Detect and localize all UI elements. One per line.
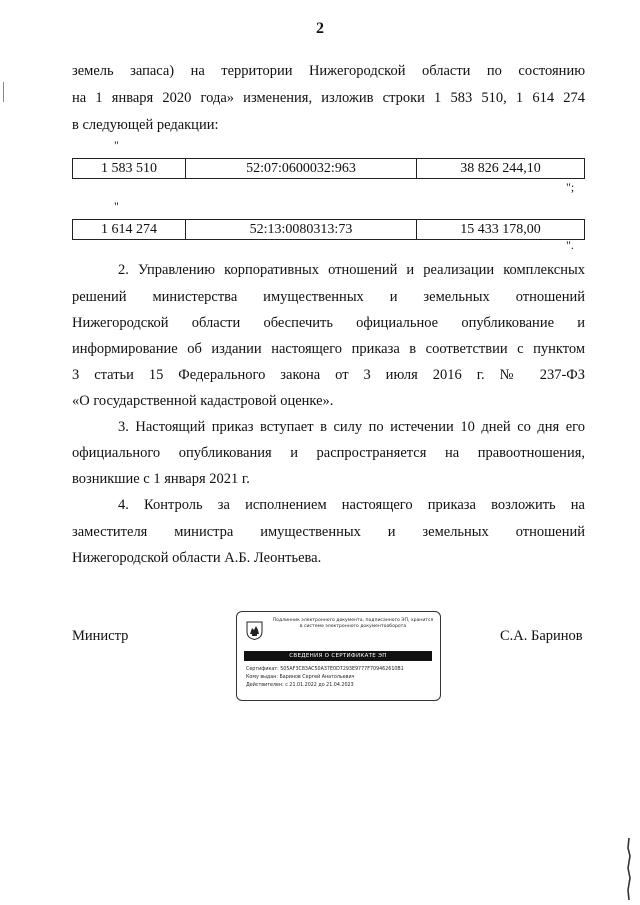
stamp-certificate: Сертификат: 505AF3C83AC50A37E0D7293E9777F709462610B1 — [246, 667, 404, 672]
stamp-valid-period: Действителен: с 21.01.2022 до 21.04.2023 — [246, 683, 354, 688]
paragraph-3-line: 3. Настоящий приказ вступает в силу по истечении 10 дней со дня его — [118, 419, 585, 435]
electronic-signature-stamp — [236, 611, 441, 701]
row-number: 1 583 510 — [73, 159, 186, 179]
scan-edge-mark — [626, 838, 632, 900]
paragraph-4-line: 4. Контроль за исполнением настоящего приказа возложить на — [118, 497, 585, 513]
page-number: 2 — [316, 20, 324, 37]
intro-word: земель — [72, 63, 114, 79]
intro-word: по — [486, 63, 502, 79]
stamp-title: СВЕДЕНИЯ О СЕРТИФИКАТЕ ЭП — [244, 651, 432, 661]
paragraph-4-last-line: Нижегородской области А.Б. Леонтьева. — [72, 550, 322, 566]
signatory-name: С.А. Баринов — [500, 628, 583, 644]
row-cadastral-number: 52:13:0080313:73 — [186, 220, 417, 240]
intro-word: территории — [221, 63, 293, 79]
row-cadastral-value: 15 433 178,00 — [417, 220, 585, 240]
coat-of-arms-icon — [246, 621, 263, 640]
signatory-position: Министр — [72, 628, 129, 644]
intro-line-3: в следующей редакции: — [72, 117, 219, 133]
quote-close-2: ". — [566, 238, 574, 252]
intro-word: состоянию — [518, 63, 586, 79]
stamp-header: Подлинник электронного документа, подписанного ЭП, хранится в системе электронного документооборота — [272, 618, 434, 629]
margin-mark — [3, 82, 4, 102]
row-number: 1 614 274 — [73, 220, 186, 240]
quote-close-1: "; — [566, 180, 575, 194]
intro-line-1 — [72, 63, 585, 80]
quote-open-2: " — [114, 199, 119, 213]
paragraph-2-line: Нижегородской области обеспечить официальное опубликование и — [72, 315, 585, 331]
paragraph-2-line: 3 статьи 15 Федерального закона от 3 июля 2016 г. № 237-ФЗ — [72, 367, 585, 383]
row-cadastral-value: 38 826 244,10 — [417, 159, 585, 179]
paragraph-2-line: решений министерства имущественных и земельных отношений — [72, 289, 585, 305]
table-row — [72, 158, 585, 179]
paragraph-2-last-line: «О государственной кадастровой оценке». — [72, 393, 334, 409]
paragraph-2-line: информирование об издании настоящего приказа в соответствии с пунктом — [72, 341, 585, 357]
paragraph-3-line: официального опубликования и распространяется на правоотношения, — [72, 445, 585, 461]
paragraph-3-last-line: возникшие с 1 января 2021 г. — [72, 471, 250, 487]
table-row — [72, 219, 585, 240]
stamp-issued-to: Кому выдан: Баринов Сергей Анатольевич — [246, 675, 355, 680]
paragraph-2-line: 2. Управлению корпоративных отношений и реализации комплексных — [118, 262, 585, 278]
intro-word: запаса) — [130, 63, 175, 79]
intro-word: Нижегородской — [308, 63, 406, 79]
quote-open-1: " — [114, 138, 119, 152]
intro-line-2: на 1 января 2020 года» изменения, изложив строки 1 583 510, 1 614 274 — [72, 90, 585, 106]
paragraph-4-line: заместителя министра имущественных и земельных отношений — [72, 524, 585, 540]
intro-word: области — [421, 63, 471, 79]
intro-word: на — [190, 63, 205, 79]
row-cadastral-number: 52:07:0600032:963 — [186, 159, 417, 179]
